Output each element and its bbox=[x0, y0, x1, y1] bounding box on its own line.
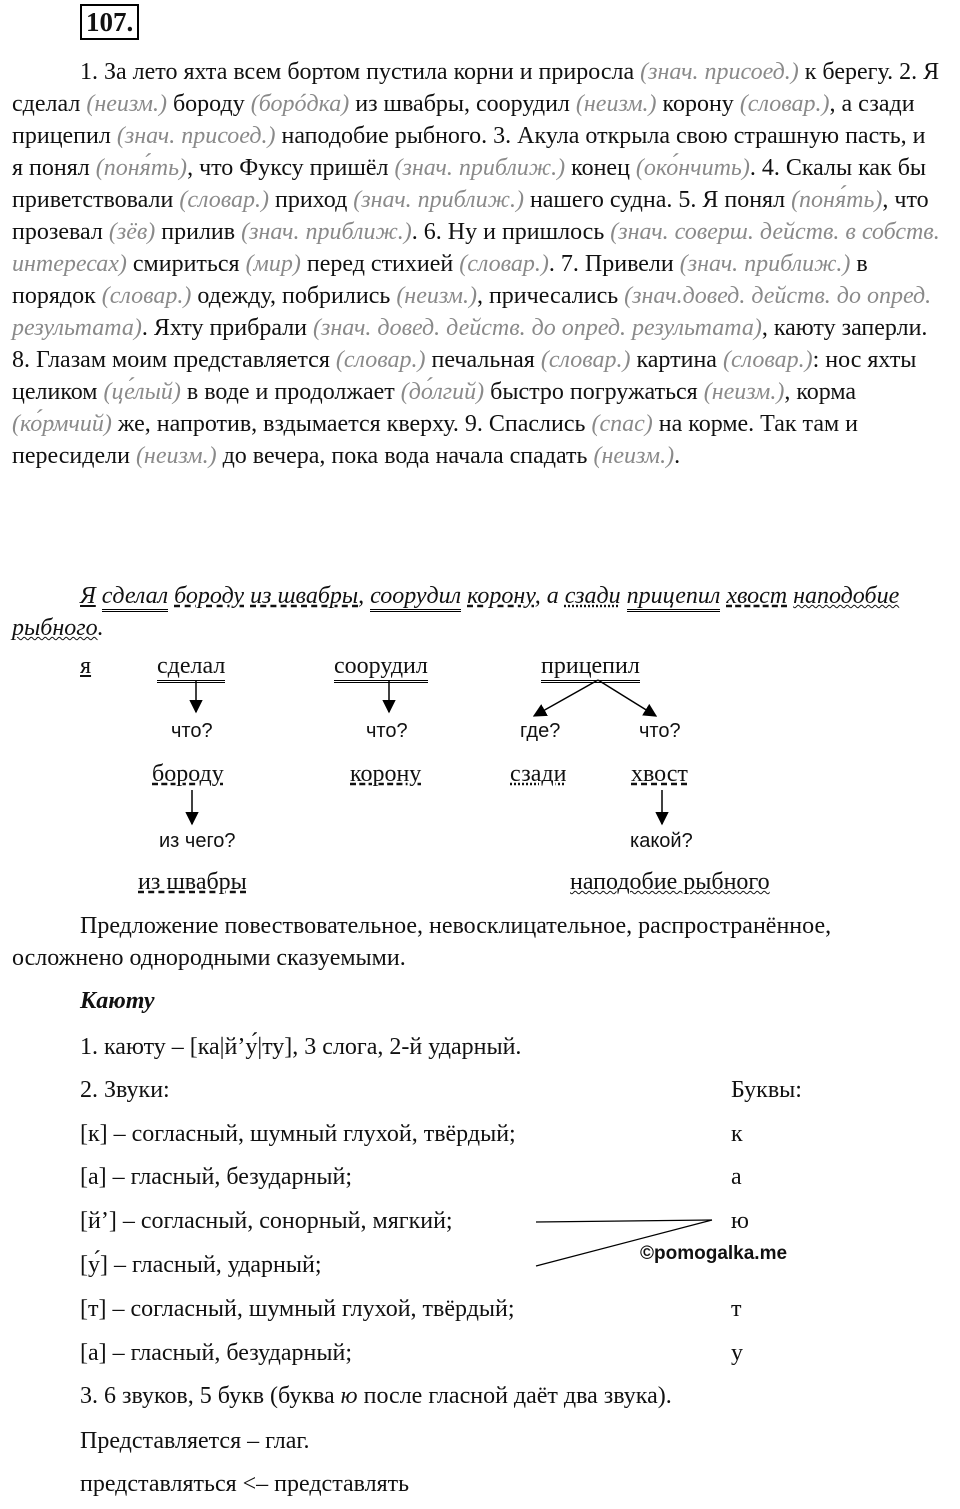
run-note-7: (неизм.) bbox=[575, 91, 657, 117]
run-note-29: (знач. соверш. действ. в собств. интересах) bbox=[12, 219, 940, 277]
run-note-53: (до́лгий) bbox=[400, 379, 485, 405]
sound-row-1: [к] – согласный, шумный глухой, твёрдый; bbox=[80, 1121, 516, 1147]
run-text-32: перед стихией bbox=[300, 251, 460, 277]
conclusion-pre: 3. 6 звуков, 5 букв (буква bbox=[80, 1383, 341, 1409]
run-text-38: одежду, побрились bbox=[191, 283, 397, 309]
sound-row-4: [у́] – гласный, ударный; bbox=[80, 1252, 322, 1278]
question-where: где? bbox=[520, 720, 561, 742]
question-what-1: что? bbox=[171, 720, 213, 742]
run-text-12: наподобие рыбного. 3. Акула открыла свою страшную пасть, и я понял bbox=[12, 123, 926, 181]
run-note-37: (словар.) bbox=[101, 283, 192, 309]
run-note-35: (знач. приближ.) bbox=[679, 251, 851, 277]
sound-row-3: [й’] – согласный, сонорный, мягкий; bbox=[80, 1208, 453, 1234]
sentence-summary: Предложение повествовательное, невосклицательное, распространённое, осложнено однородными сказуемыми. bbox=[12, 913, 832, 971]
arrow-pricepil-where bbox=[534, 680, 598, 716]
question-which: какой? bbox=[630, 830, 693, 852]
run-text-2: к берегу. 2. Я сделал bbox=[12, 59, 940, 117]
diagram-pred-sdelal: сделал bbox=[157, 652, 225, 683]
letter-link-1 bbox=[536, 1220, 712, 1222]
sound-row-6: [а] – гласный, безударный; bbox=[80, 1340, 353, 1366]
morph-derivation-line: представляться <– представлять bbox=[80, 1471, 410, 1497]
run-text-64: . bbox=[674, 443, 681, 469]
sounds-header: 2. Звуки: bbox=[80, 1077, 170, 1103]
diagram-pred-soorudil: соорудил bbox=[334, 652, 428, 683]
run-note-25: (зёв) bbox=[108, 219, 156, 245]
run-note-15: (знач. приближ.) bbox=[394, 155, 566, 181]
run-text-6: из швабры, соорудил bbox=[349, 91, 576, 117]
run-text-60: на корме. Так там и пересидели bbox=[12, 411, 859, 469]
run-text-10: , а сзади прицепил bbox=[12, 91, 915, 149]
parsed-text-12: сзади bbox=[564, 583, 621, 609]
run-note-63: (неизм.) bbox=[593, 443, 675, 469]
run-text-22: нашего судна. 5. Я понял bbox=[523, 187, 792, 213]
parsed-text-18: наподобие рыбного bbox=[12, 583, 900, 641]
watermark: ©pomogalka.me bbox=[640, 1243, 788, 1264]
phonetic-line-1: 1. каюту – [ка|й’у́|ту], 3 слога, 2-й ударный. bbox=[80, 1034, 522, 1060]
run-note-11: (знач. присоед.) bbox=[116, 123, 276, 149]
run-note-59: (спас) bbox=[591, 411, 653, 437]
letters-header: Буквы: bbox=[731, 1077, 802, 1103]
run-note-49: (словар.) bbox=[722, 347, 813, 373]
run-note-19: (словар.) bbox=[179, 187, 269, 213]
run-note-5: (борóдка) bbox=[250, 91, 350, 117]
run-note-55: (неизм.) bbox=[703, 379, 785, 405]
run-text-44: , каюту заперли. 8. Глазам моим представляется bbox=[12, 315, 928, 373]
parsed-text-14: прицепил bbox=[627, 583, 721, 612]
sound-row-5: [т] – согласный, шумный глухой, твёрдый; bbox=[80, 1296, 515, 1322]
question-from-what: из чего? bbox=[159, 830, 236, 852]
run-note-21: (знач. приближ.) bbox=[353, 187, 524, 213]
run-note-13: (поня́ть) bbox=[95, 155, 188, 181]
run-note-43: (знач. довед. действ. до опред. результата) bbox=[313, 315, 762, 341]
run-text-0: 1. За лето яхта всем бортом пустила корни и приросла bbox=[80, 59, 641, 85]
run-note-3: (неизм.) bbox=[86, 91, 167, 117]
run-text-8: корону bbox=[656, 91, 740, 117]
run-text-18: . 4. Скалы как бы приветствовали bbox=[12, 155, 927, 213]
run-text-4: бороду bbox=[166, 91, 251, 117]
run-text-20: приход bbox=[268, 187, 354, 213]
parsed-text-0: Я bbox=[80, 583, 96, 609]
conclusion-letter: ю bbox=[340, 1383, 358, 1409]
parsed-text-2: сделал bbox=[102, 583, 168, 612]
diagram-obj-koronu: корону bbox=[350, 761, 422, 787]
parsed-text-10: корону bbox=[467, 583, 535, 609]
sound-row-2: [а] – гласный, безударный; bbox=[80, 1164, 353, 1190]
diagram-attr-napodobie: наподобие рыбного bbox=[570, 869, 770, 895]
run-note-23: (поня́ть) bbox=[791, 187, 883, 213]
arrow-pricepil-what bbox=[598, 680, 656, 716]
letter-row-6: у bbox=[731, 1340, 743, 1366]
parsed-text-19: . bbox=[97, 615, 104, 641]
run-text-36: в порядок bbox=[12, 251, 868, 309]
run-text-56: , корма bbox=[784, 379, 857, 405]
run-note-45: (словар.) bbox=[335, 347, 426, 373]
run-note-1: (знач. присоед.) bbox=[640, 59, 799, 85]
phonetic-conclusion bbox=[80, 1381, 672, 1411]
phonetic-word: Каюту bbox=[80, 988, 155, 1014]
exercise-number: 107. bbox=[80, 4, 139, 40]
diagram-obj-borodu: бороду bbox=[152, 761, 224, 787]
parsed-text-6: из швабры bbox=[250, 583, 359, 609]
run-text-50: : нос яхты целиком bbox=[12, 347, 917, 405]
morph-word-line: Представляется – глаг. bbox=[80, 1428, 310, 1454]
run-text-14: , что Фуксу пришёл bbox=[187, 155, 395, 181]
parsed-text-11: , а bbox=[534, 583, 565, 609]
run-text-48: картина bbox=[630, 347, 723, 373]
run-text-54: быстро погружаться bbox=[484, 379, 704, 405]
conclusion-post: после гласной даёт два звука). bbox=[357, 1383, 672, 1409]
diagram-obj-hvost: хвост bbox=[631, 761, 688, 787]
run-text-40: , причесались bbox=[476, 283, 625, 309]
run-text-34: . 7. Привели bbox=[548, 251, 680, 277]
run-text-42: . Яхту прибрали bbox=[141, 315, 314, 341]
run-note-41: (знач.довед. действ. до опред. результата) bbox=[12, 283, 932, 341]
parsed-text-8: соорудил bbox=[370, 583, 461, 612]
run-text-62: до вечера, пока вода начала спадать bbox=[216, 443, 594, 469]
parsed-text-7: , bbox=[358, 583, 371, 609]
parsed-text-16: хвост bbox=[726, 583, 788, 609]
run-note-47: (словар.) bbox=[540, 347, 631, 373]
run-note-61: (неизм.) bbox=[135, 443, 217, 469]
run-text-28: . 6. Ну и пришлось bbox=[411, 219, 611, 245]
question-what-3: что? bbox=[639, 720, 681, 742]
run-note-51: (це́лый) bbox=[103, 379, 181, 405]
parsed-text-4: бороду bbox=[174, 583, 245, 609]
diagram-obj-iz-shvabry: из швабры bbox=[138, 869, 247, 895]
letter-row-1: к bbox=[731, 1121, 743, 1147]
run-text-52: в воде и продолжает bbox=[180, 379, 401, 405]
letter-row-3: ю bbox=[731, 1208, 749, 1234]
run-note-17: (око́нчить) bbox=[635, 155, 750, 181]
diagram-adv-szadi: сзади bbox=[510, 761, 567, 787]
run-text-30: смириться bbox=[126, 251, 246, 277]
run-note-39: (неизм.) bbox=[396, 283, 477, 309]
run-note-57: (ко́рмчий) bbox=[12, 411, 112, 437]
run-text-24: , что прозевал bbox=[12, 187, 929, 245]
run-note-31: (мир) bbox=[245, 251, 301, 277]
run-text-26: прилив bbox=[155, 219, 242, 245]
letter-row-2: а bbox=[731, 1164, 742, 1190]
diagram-pred-pricepil: прицепил bbox=[541, 652, 640, 683]
run-text-16: конец bbox=[565, 155, 636, 181]
run-note-9: (словар.) bbox=[739, 91, 830, 117]
diagram-subject: я bbox=[80, 653, 92, 679]
letter-row-5: т bbox=[731, 1296, 742, 1322]
run-text-46: печальная bbox=[425, 347, 541, 373]
question-what-2: что? bbox=[366, 720, 408, 742]
run-note-33: (словар.) bbox=[459, 251, 549, 277]
run-note-27: (знач. приближ.) bbox=[241, 219, 412, 245]
run-text-58: же, напротив, вздымается кверху. 9. Спаслись bbox=[111, 411, 592, 437]
